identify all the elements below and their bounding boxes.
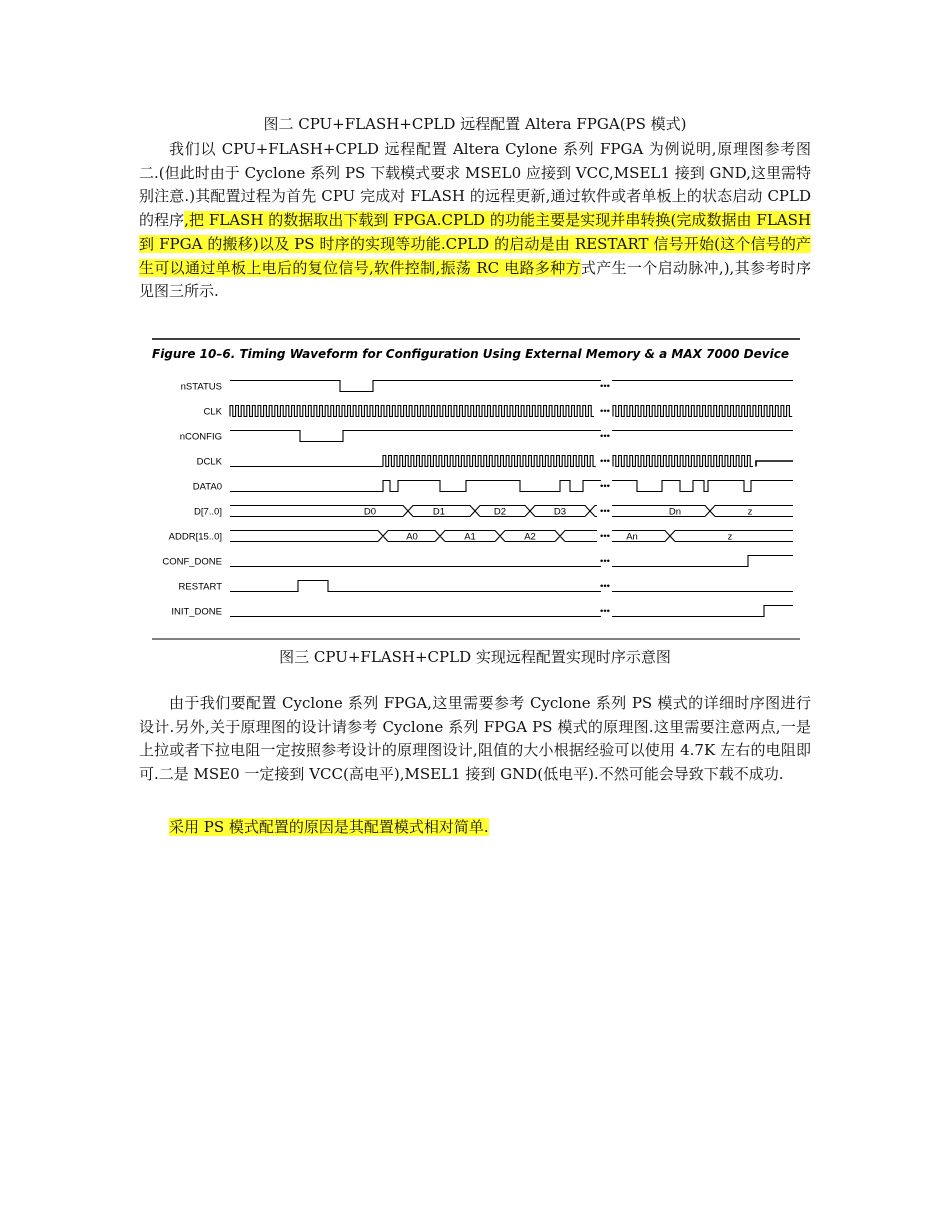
break-mark: ••• — [600, 381, 610, 392]
nstatus-wave — [230, 381, 793, 392]
data-bus-bus-value: z — [747, 506, 753, 518]
conf-done-wave — [230, 556, 793, 567]
break-mark: ••• — [600, 481, 610, 492]
restart-wave — [230, 581, 793, 592]
dclk-wave — [383, 456, 596, 467]
signal-label: DCLK — [196, 456, 222, 468]
data-bus-bus-value: Dn — [668, 506, 682, 518]
break-mark: ••• — [600, 581, 610, 592]
addr-bus-bus-value: An — [626, 531, 638, 543]
dclk-wave — [756, 461, 793, 467]
highlighted-text: ,把 FLASH 的数据取出下载到 FPGA.CPLD 的功能主要是实现并串转换(完成数据由 FLASH 到 FPGA 的搬移)以及 PS 时序的实现等功能.CPLD 的启动是由 RESTART 信号开始(这个信号的产生可以通过单板上电后的复位信号,软件控制,振荡 RC 电路多种方 — [139, 211, 811, 277]
addr-bus-bus-value: A0 — [406, 531, 418, 543]
figure3-caption: 图三 CPU+FLASH+CPLD 实现远程配置实现时序示意图 — [279, 648, 671, 666]
dclk-wave — [613, 456, 753, 467]
data-bus-bus-upper — [230, 506, 597, 517]
addr-bus-bus-value: A2 — [524, 531, 536, 543]
init-done-wave — [230, 606, 793, 617]
signal-label: RESTART — [178, 581, 222, 593]
signal-label: D[7..0] — [194, 506, 222, 518]
data-bus-bus-value: D3 — [553, 506, 567, 518]
addr-bus-bus-value: A1 — [464, 531, 476, 543]
figure2-caption: 图二 CPU+FLASH+CPLD 远程配置 Altera FPGA(PS 模式) — [263, 115, 687, 133]
break-mark: ••• — [600, 431, 610, 442]
data0-wave — [230, 481, 793, 492]
break-mark: ••• — [600, 506, 610, 517]
break-mark: ••• — [600, 556, 610, 567]
data-bus-bus-value: D0 — [363, 506, 377, 518]
paragraph-text: 式产生一个启动脉冲,),其参考时序见图三所示. — [139, 258, 811, 301]
signal-label: nCONFIG — [179, 431, 222, 443]
signal-label: CONF_DONE — [162, 556, 222, 568]
signal-label: nSTATUS — [180, 381, 222, 393]
timing-diagram — [150, 336, 802, 641]
data-bus-bus-value: D2 — [493, 506, 507, 518]
signal-label: INIT_DONE — [171, 606, 222, 618]
paragraph-reason — [169, 816, 811, 840]
signal-label: DATA0 — [192, 481, 222, 493]
addr-bus-bus-upper — [612, 531, 793, 542]
timing-waveform-figure — [150, 336, 802, 641]
data-bus-bus-upper — [612, 506, 793, 517]
clk-wave — [613, 406, 792, 417]
data-bus-bus-value: D1 — [432, 506, 446, 518]
highlighted-text: 采用 PS 模式配置的原因是其配置模式相对简单. — [169, 818, 489, 836]
nconfig-wave — [230, 431, 793, 442]
paragraph-config-process — [139, 138, 811, 304]
clk-wave — [230, 406, 594, 417]
waveform-group — [162, 381, 793, 618]
break-mark: ••• — [600, 406, 610, 417]
signal-label: CLK — [203, 406, 222, 418]
paragraph-design-notes: 由于我们要配置 Cyclone 系列 FPGA,这里需要参考 Cyclone 系列 PS 模式的详细时序图进行设计.另外,关于原理图的设计请参考 Cyclone 系列 FPGA PS 模式的原理图.这里需要注意两点,一是上拉或者下拉电阻一定按照参考设计的原理图设计,阻值的大小根据经验可以使用 4.7K 左右的电阻即可.二是 MSE0 一定接到 VCC(高电平),MSEL1 接到 GND(低电平).不然可能会导致下载不成功. — [139, 694, 811, 784]
break-mark: ••• — [600, 456, 610, 467]
signal-label: ADDR[15..0] — [168, 531, 222, 543]
figure-title: Figure 10–6. Timing Waveform for Configuration Using External Memory & a MAX 7000 Device — [152, 347, 789, 361]
paragraph-text: 我们以 CPU+FLASH+CPLD 远程配置 Altera Cylone 系列 FPGA 为例说明,原理图参考图二.(但此时由于 Cyclone 系列 PS 下载模式要求 MSEL0 应接到 VCC,MSEL1 接到 GND,这里需特别注意.)其配置过程为首先 CPU 完成对 FLASH 的远程更新,通过软件或者单板上的状态启动 CPLD 的程序 — [139, 140, 811, 230]
addr-bus-bus-value: z — [727, 531, 733, 543]
break-mark: ••• — [600, 606, 610, 617]
break-mark: ••• — [600, 531, 610, 542]
